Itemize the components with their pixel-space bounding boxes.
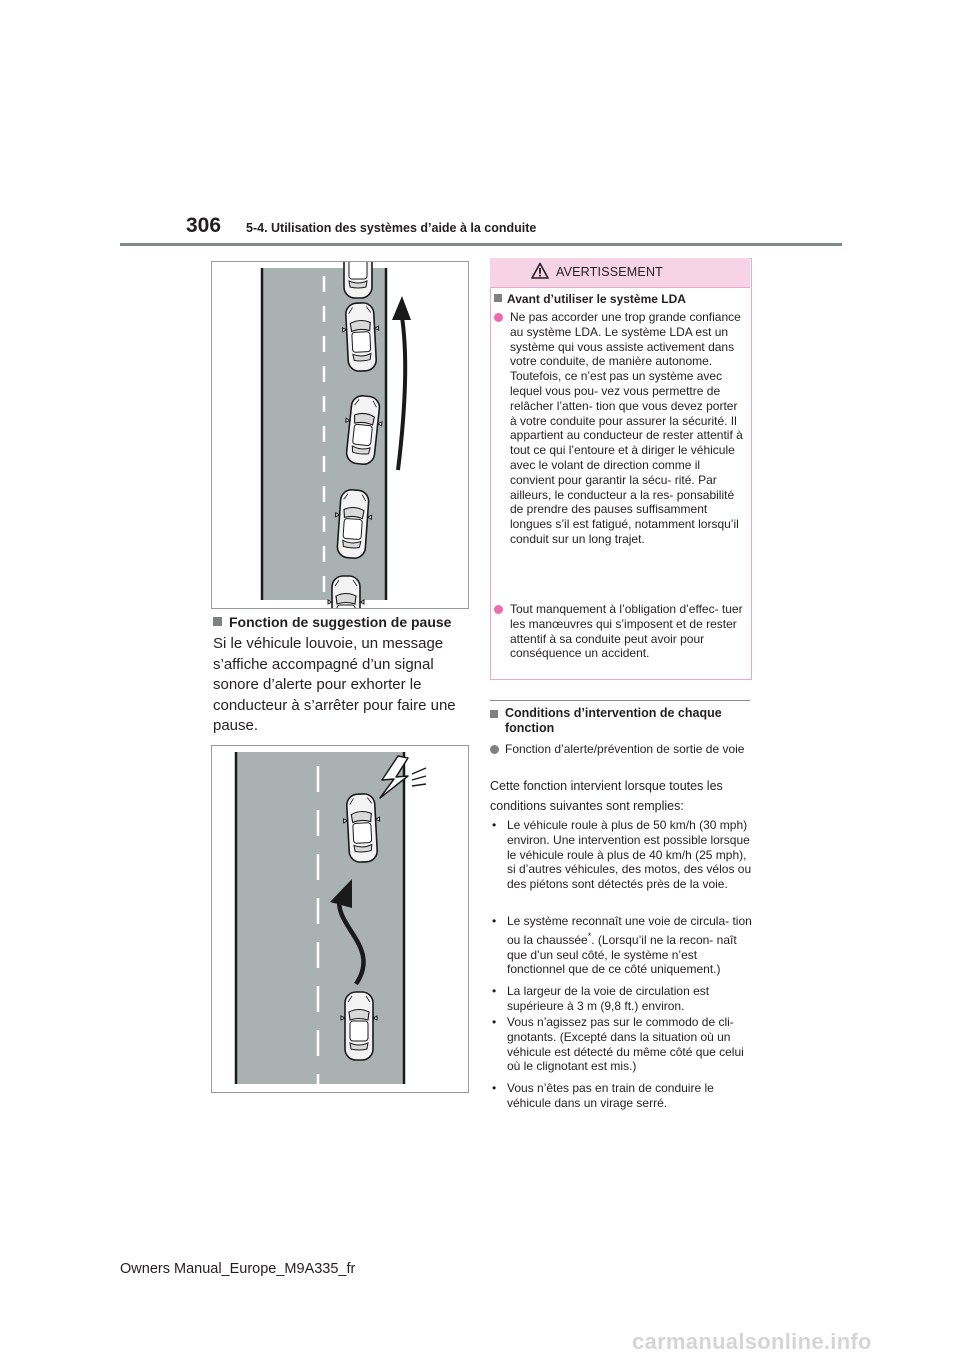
condition-item: • Vous n’êtes pas en train de conduire le véhicule dans un virage serré.: [492, 1081, 714, 1110]
conditions-subheading: Fonction d’alerte/prévention de sortie de voie: [490, 742, 746, 772]
conditions-intro-line: Cette fonction intervient lorsque toutes les: [490, 779, 723, 793]
footer-manual-id: Owners Manual_Europe_M9A335_fr: [120, 1261, 356, 1277]
condition-item: • La largeur de la voie de circulation est supérieure à 3 m (9,8 ft.) environ.: [492, 984, 710, 1013]
header-rule: [120, 243, 842, 246]
pause-heading: Fonction de suggestion de pause: [213, 614, 473, 630]
car-icon: [340, 262, 376, 298]
warning-triangle-icon: [531, 262, 549, 285]
round-bullet-icon: [494, 313, 503, 322]
watermark: carmanualsonline.info: [632, 1329, 872, 1354]
square-bullet-icon: [213, 617, 222, 626]
car-icon: [328, 576, 364, 608]
road: [236, 752, 404, 1084]
page-number: 306: [186, 214, 222, 237]
warning-title: AVERTISSEMENT: [556, 265, 664, 279]
conditions-intro-line: conditions suivantes sont remplies:: [490, 799, 684, 813]
warning-subheading: Avant d’utiliser le système LDA: [494, 292, 686, 306]
section-rule: [490, 700, 750, 701]
round-bullet-icon: [494, 605, 503, 614]
car-icon: [341, 992, 377, 1060]
condition-item: • Le système reconnaît une voie de circula- tion ou la chaussée*. (Lorsqu’il ne la recon- naît que d’un seul côté, le système n’est fonctionnel que de ce côté uniquement.): [492, 914, 752, 977]
round-bullet-icon: [490, 745, 499, 754]
condition-item: • Le véhicule roule à plus de 50 km/h (30 mph) environ. Une intervention est possible lorsque le véhicule roule à plus de 40 km/h (25 mph), si d’autres véhicules, des motos, des vélos ou des piétons sont détectés près de la voie.: [492, 818, 752, 892]
condition-item: • Vous n’agissez pas sur le commodo de cli- gnotants. (Excepté dans la situation où un véhicule est détecté du même côté que celui où le clignotant est mis.): [492, 1015, 744, 1074]
lane-departure-illustration: [211, 745, 469, 1093]
conditions-heading: Conditions d’intervention de chaque fonction: [490, 706, 746, 736]
weaving-vehicle-illustration: [211, 261, 469, 609]
warning-bullet: Ne pas accorder une trop grande confiance au système LDA. Le système LDA est un système qui vous assiste activement dans votre conduite, de manière autonome. Toutefois, ce n’est pas un système avec lequel vous pou- vez vous permettre de relâcher l’atten- tion que vous devez porter à votre conduite pour assurer la sécurité. Il appartient au conducteur de rester attentif à tout ce qui l’entoure et à diriger le véhicule avec le volant de direction comme il convient pour garantir la sécu- rité. Par ailleurs, le conducteur a la res- ponsabilité de prendre des pauses suffisamment longues s’il est fatigué, notamment lorsqu’il conduit sur un long trajet.: [494, 310, 750, 590]
arrow-icon: [398, 317, 405, 470]
square-bullet-icon: [490, 710, 498, 718]
footnote-marker: *: [587, 930, 592, 941]
square-bullet-icon: [494, 294, 502, 302]
warning-bullet: Tout manquement à l’obligation d’effec- tuer les manœuvres qui s’imposent et de rester attentif à sa conduite peut avoir pour conséquence un accident.: [494, 602, 750, 672]
section-title: 5-4. Utilisation des systèmes d’aide à la conduite: [246, 221, 537, 235]
pause-text: Si le véhicule louvoie, un message s’affiche accompagné d’un signal sonore d’alerte pour exhorter le conducteur à s’arrêter pour faire une pause.: [213, 635, 456, 734]
